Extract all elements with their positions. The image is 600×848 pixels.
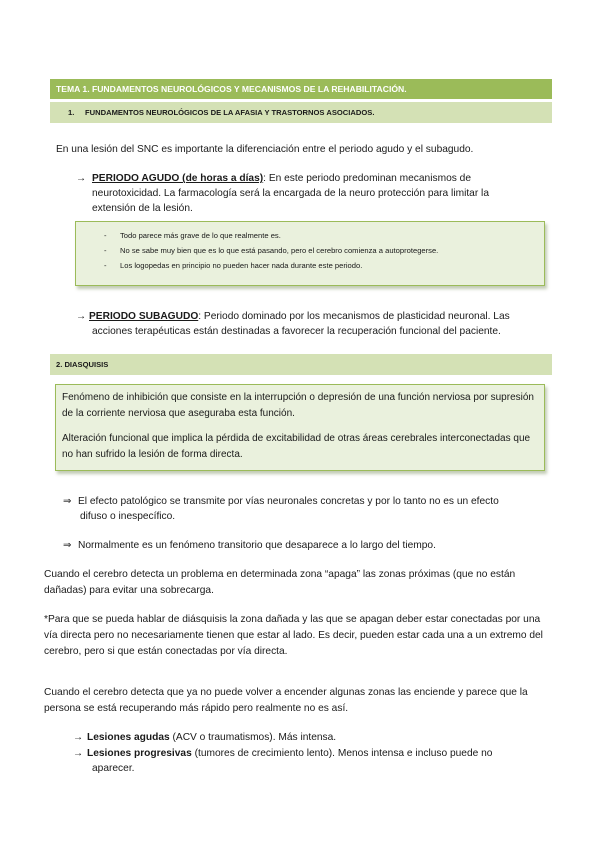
arrow-icon: → xyxy=(73,732,84,743)
diasquisis-point-1: ⇒ El efecto patológico se transmite por vías neuronales concretas y por lo tanto no es un efecto xyxy=(63,494,556,510)
periodo-agudo-line2: neurotoxicidad. La farmacología será la encargada de la neuro protección para limitar la xyxy=(92,188,489,199)
diasquisis-heading: 2. DIASQUISIS xyxy=(56,360,109,369)
arrow-icon: → xyxy=(76,173,87,184)
diasquisis-point-2: ⇒ Normalmente es un fenómeno transitorio que desaparece a lo largo del tiempo. xyxy=(63,538,436,554)
tema-title: TEMA 1. FUNDAMENTOS NEUROLÓGICOS Y MECANISMOS DE LA REHABILITACIÓN. xyxy=(56,84,407,94)
arrow-icon: → xyxy=(73,748,84,759)
paragraph-recuperacion: Cuando el cerebro detecta que ya no puede volver a encender algunas zonas las enciende y parece que la persona se está recuperando más rápido pero realmente no es así. xyxy=(44,687,528,714)
definition-paragraph-1: Fenómeno de inhibición que consiste en la interrupción o depresión de una función nerviosa por supresión de la corriente nerviosa que aseguraba esta función. xyxy=(62,392,534,419)
periodo-agudo-label: PERIODO AGUDO (de horas a días) xyxy=(92,173,264,184)
diasquisis-definition-box xyxy=(55,384,545,471)
diasquisis-point-1-cont: difuso o inespecífico. xyxy=(80,511,176,522)
list-item: - Todo parece más grave de lo que realmente es. xyxy=(76,228,544,243)
definition-paragraph-2: Alteración funcional que implica la pérdida de excitabilidad de otras áreas cerebrales interconectadas que no han sufrido la lesión de forma directa. xyxy=(62,433,531,460)
periodo-agudo-line3: extensión de la lesión. xyxy=(92,203,193,214)
periodo-subagudo-line2: acciones terapéuticas están destinadas a favorecer la recuperación funcional del paciente. xyxy=(92,326,501,337)
periodo-agudo-bullets xyxy=(76,222,544,273)
lesiones-progresivas-item: → Lesiones progresivas (tumores de crecimiento lento). Menos intensa e incluso puede no xyxy=(73,746,492,762)
paragraph-conexion: *Para que se pueda hablar de diásquisis la zona dañada y las que se apagan deber estar conectadas por una vía directa pero no necesariamente tienen que estar al lado. Es decir, pueden estar cada una a un extremo del cerebro, pero si que están conectadas por vía directa. xyxy=(44,614,543,657)
lesiones-progresivas-cont: aparecer. xyxy=(92,763,135,774)
subsection-header xyxy=(50,102,552,123)
section-header-diasquisis xyxy=(50,354,552,375)
subsection-title: FUNDAMENTOS NEUROLÓGICOS DE LA AFASIA Y TRASTORNOS ASOCIADOS. xyxy=(85,108,375,117)
subsection-number: 1. xyxy=(68,108,75,117)
implies-icon: ⇒ xyxy=(63,496,72,507)
lesiones-agudas-item: → Lesiones agudas (ACV o traumatismos). Más intensa. xyxy=(73,730,336,746)
list-item: - No se sabe muy bien que es lo que está pasando, pero el cerebro comienza a autoprotegerse. xyxy=(76,243,544,258)
periodo-agudo-box xyxy=(75,221,545,286)
periodo-agudo-line1: → PERIODO AGUDO (de horas a días): En este periodo predominan mecanismos de xyxy=(76,171,554,187)
periodo-subagudo-label: PERIODO SUBAGUDO xyxy=(89,311,199,322)
section-header-tema xyxy=(50,79,552,99)
implies-icon: ⇒ xyxy=(63,540,72,551)
paragraph-apaga: Cuando el cerebro detecta un problema en determinada zona “apaga” las zonas próximas (que no están dañadas) para evitar una sobrecarga. xyxy=(44,569,516,596)
list-item: - Los logopedas en principio no pueden hacer nada durante este periodo. xyxy=(76,258,544,273)
intro-paragraph: En una lesión del SNC es importante la diferenciación entre el periodo agudo y el subagudo. xyxy=(56,144,474,155)
arrow-icon: → xyxy=(76,311,87,322)
periodo-subagudo-line1: → PERIODO SUBAGUDO: Periodo dominado por los mecanismos de plasticidad neuronal. Las xyxy=(76,309,556,325)
